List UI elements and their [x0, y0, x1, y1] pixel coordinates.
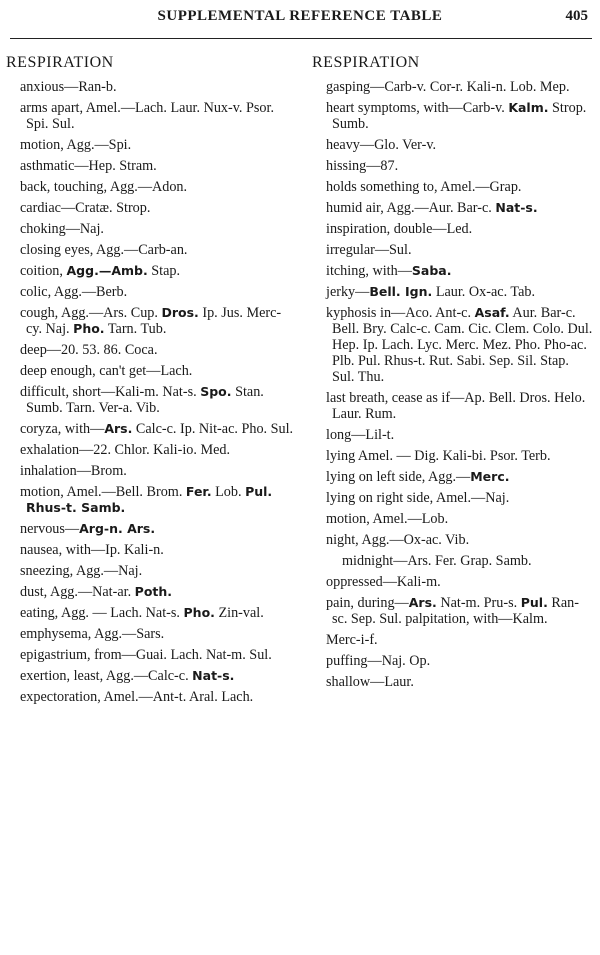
left-entry: arms apart, Amel.—Lach. Laur. Nux-v. Psor. Spi. Sul. — [20, 100, 275, 132]
right-entry: puffing—Naj. Op. — [326, 653, 431, 669]
left-entry: emphysema, Agg.—Sars. — [20, 626, 165, 642]
left-entry: inhalation—Brom. — [20, 463, 127, 479]
left-entry: eating, Agg. — Lach. Nat-s. Pho. Zin-val. — [20, 605, 264, 621]
left-entry: closing eyes, Agg.—Carb-an. — [20, 242, 188, 258]
right-entry: hissing—87. — [326, 158, 399, 174]
left-entry: dust, Agg.—Nat-ar. Poth. — [20, 584, 173, 600]
left-entry: motion, Agg.—Spi. — [20, 137, 132, 153]
left-entry: deep—20. 53. 86. Coca. — [20, 342, 158, 358]
right-entry: lying Amel. — Dig. Kali-bi. Psor. Terb. — [326, 448, 551, 464]
right-entry: pain, during—Ars. Nat-m. Pru-s. Pul. Ran-sc. Sep. Sul. palpitation, with—Kalm. — [326, 595, 579, 627]
left-entry: asthmatic—Hep. Stram. — [20, 158, 157, 174]
left-entry: exertion, least, Agg.—Calc-c. Nat-s. — [20, 668, 235, 684]
page-header — [0, 8, 600, 28]
page-number: 405 — [565, 8, 588, 24]
right-entry: motion, Amel.—Lob. — [326, 511, 449, 527]
right-entry: gasping—Carb-v. Cor-r. Kali-n. Lob. Mep. — [326, 79, 570, 95]
left-entry: nausea, with—Ip. Kali-n. — [20, 542, 164, 558]
header-rule — [10, 38, 592, 39]
right-entry: humid air, Agg.—Aur. Bar-c. Nat-s. — [326, 200, 538, 216]
right-entry: night, Agg.—Ox-ac. Vib. — [326, 532, 470, 548]
right-entry: heart symptoms, with—Carb-v. Kalm. Strop. Sumb. — [326, 100, 587, 132]
right-entry: heavy—Glo. Ver-v. — [326, 137, 437, 153]
right-entry: long—Lil-t. — [326, 427, 395, 443]
right-entry: midnight—Ars. Fer. Grap. Samb. — [342, 553, 532, 569]
right-entry-list — [312, 79, 594, 690]
right-entry: jerky—Bell. Ign. Laur. Ox-ac. Tab. — [326, 284, 536, 300]
left-entry: back, touching, Agg.—Adon. — [20, 179, 188, 195]
right-entry: inspiration, double—Led. — [326, 221, 473, 237]
left-entry: exhalation—22. Chlor. Kali-io. Med. — [20, 442, 231, 458]
left-entry: deep enough, can't get—Lach. — [20, 363, 193, 379]
right-entry: irregular—Sul. — [326, 242, 412, 258]
left-column-heading: RESPIRATION — [6, 54, 114, 71]
left-entry: anxious—Ran-b. — [20, 79, 117, 95]
page-title: SUPPLEMENTAL REFERENCE TABLE — [157, 8, 443, 24]
left-entry: cardiac—Cratæ. Strop. — [20, 200, 151, 216]
right-entry: shallow—Laur. — [326, 674, 414, 690]
right-column-heading: RESPIRATION — [312, 54, 420, 71]
right-entry: Merc-i-f. — [326, 632, 378, 648]
left-entry: sneezing, Agg.—Naj. — [20, 563, 143, 579]
left-entry-list — [6, 79, 296, 705]
left-entry: expectoration, Amel.—Ant-t. Aral. Lach. — [20, 689, 254, 705]
right-entry: holds something to, Amel.—Grap. — [326, 179, 522, 195]
right-entry: oppressed—Kali-m. — [326, 574, 441, 590]
left-entry: coition, Agg.—Amb. Stap. — [20, 263, 181, 279]
left-entry: nervous—Arg-n. Ars. — [20, 521, 156, 537]
left-column — [6, 55, 296, 710]
left-entry: difficult, short—Kali-m. Nat-s. Spo. Stan. Sumb. Tarn. Ver-a. Vib. — [20, 384, 264, 416]
left-entry: cough, Agg.—Ars. Cup. Dros. Ip. Jus. Merc-cy. Naj. Pho. Tarn. Tub. — [20, 305, 282, 337]
right-column — [312, 55, 594, 695]
left-entry: colic, Agg.—Berb. — [20, 284, 128, 300]
right-entry: last breath, cease as if—Ap. Bell. Dros. Helo. Laur. Rum. — [326, 390, 586, 422]
left-entry: motion, Amel.—Bell. Brom. Fer. Lob. Pul. Rhus-t. Samb. — [20, 484, 273, 515]
right-entry: kyphosis in—Aco. Ant-c. Asaf. Aur. Bar-c. Bell. Bry. Calc-c. Cam. Cic. Clem. Colo. Dul. Hep. Ip. Lach. Lyc. Merc. Mez. Pho. Pho-ac. Plb. Pul. Rhus-t. Rut. Sabi. Sep. Sil. Stap. Sul. Thu. — [326, 305, 593, 385]
right-entry: lying on right side, Amel.—Naj. — [326, 490, 510, 506]
left-entry: coryza, with—Ars. Calc-c. Ip. Nit-ac. Pho. Sul. — [20, 421, 294, 437]
left-entry: choking—Naj. — [20, 221, 104, 237]
right-entry: itching, with—Saba. — [326, 263, 452, 279]
right-entry: lying on left side, Agg.—Merc. — [326, 469, 510, 485]
left-entry: epigastrium, from—Guai. Lach. Nat-m. Sul. — [20, 647, 272, 663]
